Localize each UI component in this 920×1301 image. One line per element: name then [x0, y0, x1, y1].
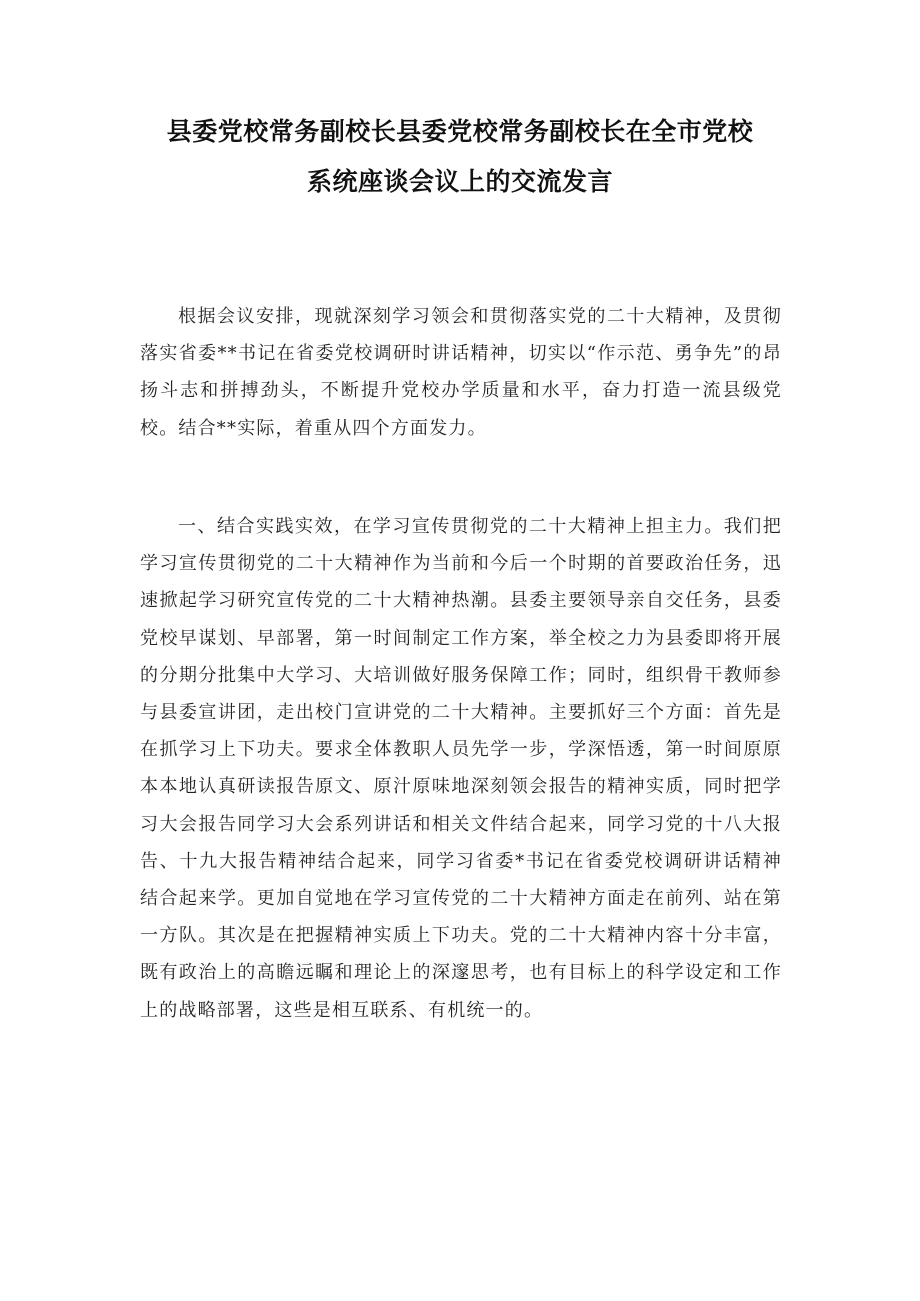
document-title-line-2: 系统座谈会议上的交流发言: [306, 167, 613, 196]
paragraph-intro: 根据会议安排，现就深刻学习领会和贯彻落实党的二十大精神，及贯彻落实省委**书记在省委党校调研时讲话精神，切实以“作示范、勇争先”的昂扬斗志和拼搏劲头，不断提升党校办学质量和水平，奋力打造一流县级党校。结合**实际，着重从四个方面发力。: [140, 306, 782, 439]
paragraph-section-one: 一、结合实践实效，在学习宣传贯彻党的二十大精神上担主力。我们把学习宣传贯彻党的二十大精神作为当前和今后一个时期的首要政治任务，迅速掀起学习研究宣传党的二十大精神热潮。县委主要领导亲自交任务，县委党校早谋划、早部署，第一时间制定工作方案，举全校之力为县委即将开展的分期分批集中大学习、大培训做好服务保障工作；同时，组织骨干教师参与县委宣讲团，走出校门宣讲党的二十大精神。主要抓好三个方面：首先是在抓学习上下功夫。要求全体教职人员先学一步，学深悟透，第一时间原原本本地认真研读报告原文、原汁原味地深刻领会报告的精神实质，同时把学习大会报告同学习大会系列讲话和相关文件结合起来，同学习党的十八大报告、十九大报告精神结合起来，同学习省委*书记在省委党校调研讲话精神结合起来学。更加自觉地在学习宣传党的二十大精神方面走在前列、站在第一方队。其次是在把握精神实质上下功夫。党的二十大精神内容十分丰富，既有政治上的高瞻远瞩和理论上的深邃思考，也有目标上的科学设定和工作上的战略部署，这些是相互联系、有机统一的。: [140, 516, 782, 1021]
document-title-line-1: 县委党校常务副校长县委党校常务副校长在全市党校: [166, 117, 754, 146]
